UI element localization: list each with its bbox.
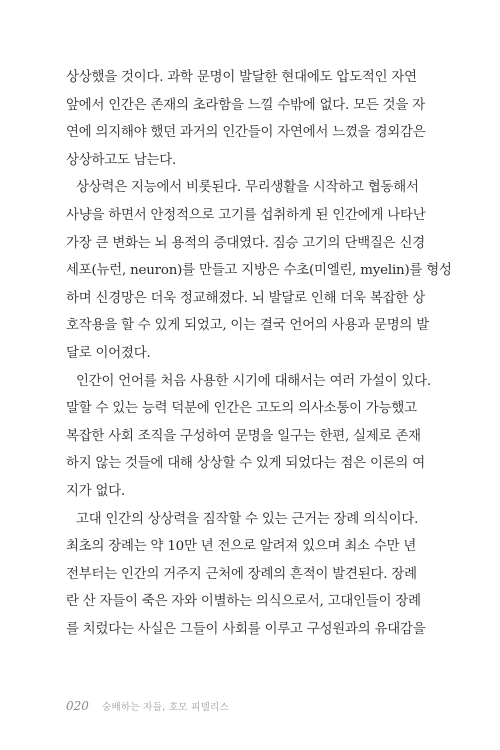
paragraph-4 <box>66 506 426 644</box>
text-line: 란 산 자들이 죽은 자와 이별하는 의식으로서, 고대인들이 장례 <box>66 594 421 610</box>
text-line: 하며 신경망은 더욱 정교해졌다. 뇌 발달로 인해 더욱 복잡한 상 <box>66 290 425 306</box>
page-number: 020 <box>66 699 89 713</box>
body-text <box>66 64 452 643</box>
text-line: 하지 않는 것들에 대해 상상할 수 있게 되었다는 점은 이론의 여 <box>66 456 425 472</box>
text-line: 연에 의지해야 했던 과거의 인간들이 자연에서 느꼈을 경외감은 <box>66 125 426 141</box>
text-line: 앞에서 인간은 존재의 초라함을 느낄 수밖에 없다. 모든 것을 자 <box>66 97 425 113</box>
text-line: 달로 이어졌다. <box>66 345 151 361</box>
paragraph-1 <box>66 64 426 174</box>
running-title: 숭배하는 자들, 호모 피델리스 <box>102 702 230 713</box>
text-line: 복잡한 사회 조직을 구성하여 문명을 일구는 한편, 실제로 존재 <box>66 428 421 444</box>
paragraph-2 <box>66 174 452 367</box>
text-line: 를 치렀다는 사실은 그들이 사회를 이루고 구성원과의 유대감을 <box>66 621 426 637</box>
page-footer <box>66 695 229 715</box>
text-line: 인간이 언어를 처음 사용한 시기에 대해서는 여러 가설이 있다. <box>76 373 431 389</box>
paragraph-3 <box>66 368 431 506</box>
text-line: 전부터는 인간의 거주지 근처에 장례의 흔적이 발견된다. 장례 <box>66 566 417 582</box>
text-line: 지가 없다. <box>66 483 126 499</box>
text-line: 상상했을 것이다. 과학 문명이 발달한 현대에도 압도적인 자연 <box>66 70 417 85</box>
text-line: 고대 인간의 상상력을 짐작할 수 있는 근거는 장례 의식이다. <box>76 511 419 527</box>
text-line: 말할 수 있는 능력 덕분에 인간은 고도의 의사소통이 가능했고 <box>66 401 417 417</box>
text-line: 호작용을 할 수 있게 되었고, 이는 결국 언어의 사용과 문명의 발 <box>66 318 430 334</box>
text-line: 상상력은 지능에서 비롯된다. 무리생활을 시작하고 협동해서 <box>76 180 419 196</box>
text-line: 최초의 장례는 약 10만 년 전으로 알려져 있으며 최소 수만 년 <box>66 539 417 555</box>
text-line: 상상하고도 남는다. <box>66 152 176 168</box>
text-line: 가장 큰 변화는 뇌 용적의 증대였다. 짐승 고기의 단백질은 신경 <box>66 235 425 251</box>
text-line: 사냥을 하면서 안정적으로 고기를 섭취하게 된 인간에게 나타난 <box>66 207 426 223</box>
text-line: 세포(뉴런, neuron)를 만들고 지방은 수초(미엘린, myelin)를 형성 <box>66 263 452 279</box>
